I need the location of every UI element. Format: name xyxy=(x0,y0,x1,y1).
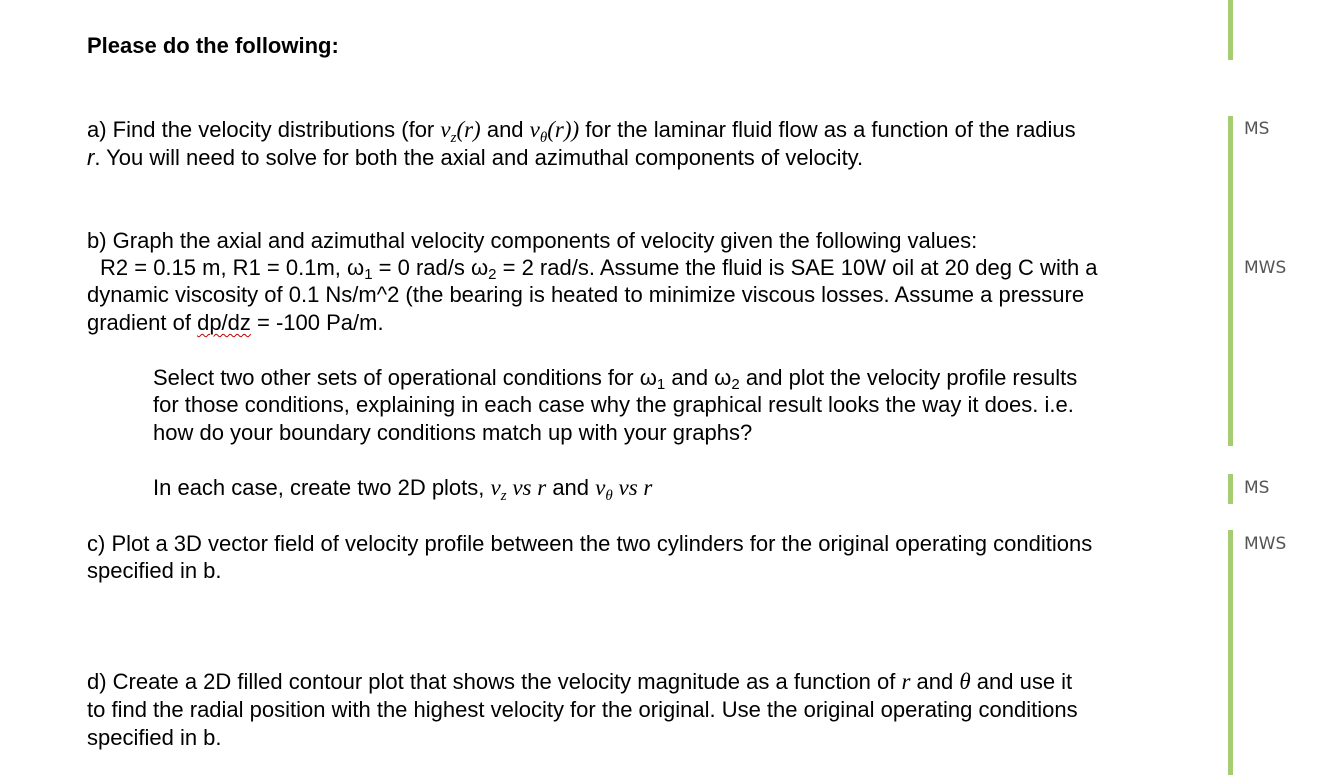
part-d-and: and xyxy=(910,669,960,694)
select-text-a: Select two other sets of operational conditions for ω xyxy=(153,365,657,390)
comment-tag-ms-2[interactable]: MS xyxy=(1244,478,1270,498)
theta-variable: θ xyxy=(959,669,971,694)
part-b-line-4 xyxy=(87,309,384,337)
part-d-line-1 xyxy=(87,668,1072,696)
comment-tag-mws-2[interactable]: MWS xyxy=(1244,534,1287,554)
vz-vs-r: $v_z$ vs r xyxy=(490,475,547,504)
vtheta-vs-r: $v_\theta$ vs r xyxy=(595,475,653,504)
comment-tag-mws-1[interactable]: MWS xyxy=(1244,258,1287,278)
omega-sub-1: 1 xyxy=(364,266,373,283)
part-a-text-pre: a) Find the velocity distributions (for xyxy=(87,117,441,142)
select-omega-sub-1: 1 xyxy=(656,376,666,393)
part-a-and: and xyxy=(480,117,530,142)
part-d-line-3: specified in b. xyxy=(87,725,222,750)
part-a-text-post: for the laminar fluid flow as a function of the radius xyxy=(579,117,1076,142)
part-b-values-c: = 2 rad/s. Assume the fluid is SAE 10W oil at 20 deg C with a xyxy=(496,255,1098,280)
select-text-b: and ω xyxy=(665,365,732,390)
part-b-line-3: dynamic viscosity of 0.1 Ns/m^2 (the bearing is heated to minimize viscous losses. Assume a pressure xyxy=(87,282,1085,307)
part-c-line-2: specified in b. xyxy=(87,558,222,583)
select-omega-sub-2: 2 xyxy=(731,376,740,393)
part-a-line-2 xyxy=(87,144,863,172)
select-line-2: for those conditions, explaining in each case why the graphical result looks the way it does. i.e. xyxy=(153,392,1074,417)
radius-variable: r xyxy=(87,145,95,170)
gradient-label: gradient of xyxy=(87,310,198,335)
select-text-c: and plot the velocity profile results xyxy=(739,365,1078,390)
part-c-line-1: c) Plot a 3D vector field of velocity profile between the two cylinders for the original operating conditions xyxy=(87,531,1093,556)
part-d-text-a: d) Create a 2D filled contour plot that shows the velocity magnitude as a function of xyxy=(87,669,902,694)
part-a-line-2-text: . You will need to solve for both the axial and azimuthal components of velocity. xyxy=(94,145,864,170)
r-variable: r xyxy=(901,669,911,694)
change-bar-top xyxy=(1228,0,1233,60)
part-b-values-a: R2 = 0.15 m, R1 = 0.1m, ω xyxy=(100,255,365,280)
part-b-values-b: = 0 rad/s ω xyxy=(372,255,489,280)
vtheta-of-r: $v_\theta(r)$) xyxy=(529,117,580,146)
gradient-value: = -100 Pa/m. xyxy=(250,310,384,335)
select-line-3: how do your boundary conditions match up with your graphs? xyxy=(153,420,753,445)
part-d-line-2: to find the radial position with the highest velocity for the original. Use the original operating conditions xyxy=(87,697,1078,722)
omega-sub-2: 2 xyxy=(488,266,497,283)
change-bar-c-d xyxy=(1228,530,1233,775)
each-case-line xyxy=(153,474,652,510)
each-case-text: In each case, create two 2D plots, xyxy=(153,475,491,500)
each-case-and: and xyxy=(546,475,596,500)
page-heading: Please do the following: xyxy=(87,33,339,58)
vz-of-r: $v_z(r)$ xyxy=(440,117,481,146)
change-bar-each xyxy=(1228,474,1233,504)
change-bar-a-b xyxy=(1228,116,1233,446)
dp-dz-misspelled: dp/dz xyxy=(197,310,251,335)
comment-tag-ms-1[interactable]: MS xyxy=(1244,119,1270,139)
part-b-line-1: b) Graph the axial and azimuthal velocity components of velocity given the following values: xyxy=(87,228,978,253)
part-d-text-c: and use it xyxy=(970,669,1073,694)
